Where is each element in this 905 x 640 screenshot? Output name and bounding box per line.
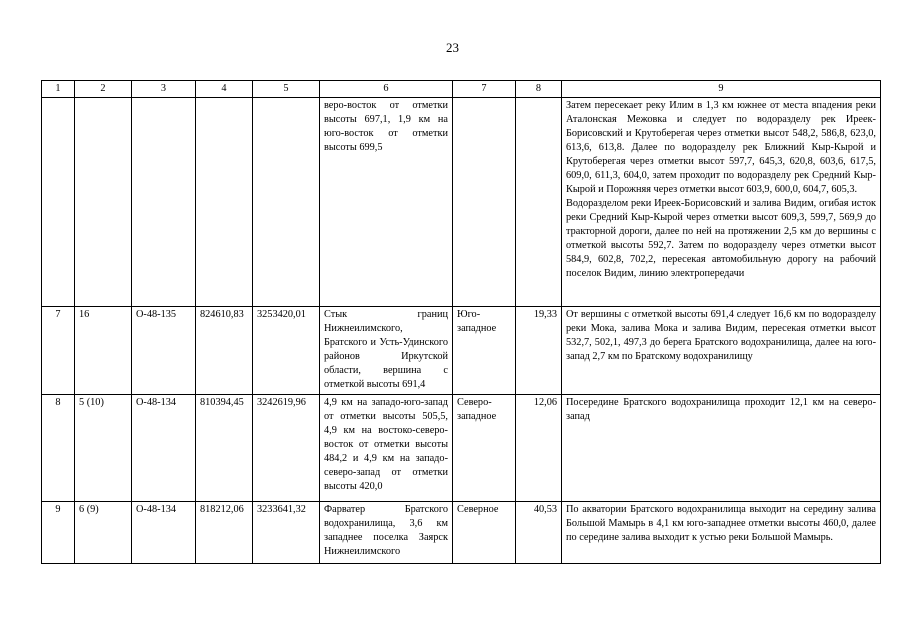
coordinate-y — [253, 98, 320, 307]
page-number: 23 — [446, 40, 459, 55]
column-header: 5 — [253, 81, 320, 98]
point-number: 16 — [75, 307, 132, 395]
boundary-description — [562, 307, 881, 395]
column-header: 3 — [132, 81, 196, 98]
boundary-description-paragraph: От вершины с отметкой высоты 691,4 следует 16,6 км по водоразделу реки Мока, залива Мока и залива Видим, пересекая отметки высот 532,7, 502,1, 497,3 до берега Братского водохранилища, далее на юго-запад 2,7 км по Братскому водохранилищу — [566, 309, 876, 362]
table-row — [42, 502, 881, 564]
point-description: Фарватер Братского водохранилища, 3,6 км западнее поселка Заярск Нижнеилимского — [320, 502, 453, 564]
boundary-description-table — [41, 80, 881, 564]
point-description: Стык границ Нижнеилимского, Братского и Усть-Удинского районов Иркутской области, вершина с отметкой высоты 691,4 — [320, 307, 453, 395]
point-description: веро-восток от отметки высоты 697,1, 1,9 км на юго-восток от отметки высоты 699,5 — [320, 98, 453, 307]
coordinate-x — [196, 98, 253, 307]
column-header: 7 — [453, 81, 516, 98]
coordinate-y: 3233641,32 — [253, 502, 320, 564]
column-header: 4 — [196, 81, 253, 98]
coordinate-y: 3242619,96 — [253, 395, 320, 502]
distance — [516, 98, 562, 307]
boundary-description — [562, 98, 881, 307]
map-sheet: О-48-135 — [132, 307, 196, 395]
map-sheet: О-48-134 — [132, 502, 196, 564]
point-number: 5 (10) — [75, 395, 132, 502]
map-sheet: О-48-134 — [132, 395, 196, 502]
boundary-description-paragraph: Водоразделом реки Иреек-Борисовский и залива Видим, огибая исток реки Средний Кыр-Кырой через отметки высот 609,3, 599,7, 569,9 до тракторной дороги, далее по ней на протяжении 2,5 км до вершины с отметкой высоты 592,7. Затем по водоразделу через отметки высот 584,9, 602,8, 702,2, пересекая автомобильную дорогу на рабочий поселок Видим, линию электропередачи — [566, 198, 876, 279]
row-number — [42, 98, 75, 307]
map-sheet — [132, 98, 196, 307]
row-number: 7 — [42, 307, 75, 395]
boundary-description-paragraph: Посередине Братского водохранилища проходит 12,1 км на северо-запад — [566, 397, 876, 422]
row-number: 9 — [42, 502, 75, 564]
table-row — [42, 395, 881, 502]
boundary-description-paragraph: Затем пересекает реку Илим в 1,3 км южнее от места впадения реки Аталонская Межовка и следует по водоразделу рек Иреек-Борисовский и Крутоберегая через отметки высот 548,2, 586,8, 623,0, 613,6, 613,8. Далее по водоразделу рек Ближний Кыр-Кырой и Крутоберегая через отметки высот 597,7, 645,3, 620,8, 603,6, 617,5, 609,0, 611,3, 604,0, затем проходит по водоразделу рек Средний Кыр-Кырой и Порожняя через отметки высот 603,9, 600,0, 604,7, 605,3. — [566, 100, 876, 195]
direction: Северное — [453, 502, 516, 564]
boundary-description — [562, 502, 881, 564]
distance: 40,53 — [516, 502, 562, 564]
coordinate-x: 818212,06 — [196, 502, 253, 564]
column-header: 8 — [516, 81, 562, 98]
point-number: 6 (9) — [75, 502, 132, 564]
column-header: 2 — [75, 81, 132, 98]
boundary-description-paragraph: По акватории Братского водохранилища выходит на середину залива Большой Мамырь в 4,1 км юго-западнее отметки высоты 460,0, далее по середине залива выходит к устью реки Большой Мамырь. — [566, 504, 876, 543]
boundary-description — [562, 395, 881, 502]
point-number — [75, 98, 132, 307]
column-header: 6 — [320, 81, 453, 98]
distance: 19,33 — [516, 307, 562, 395]
point-description: 4,9 км на западо-юго-запад от отметки высоты 505,5, 4,9 км на востоко-северо-восток от отметки высоты 484,2 и 4,9 км на западо-северо-запад от отметки высоты 420,0 — [320, 395, 453, 502]
column-header: 1 — [42, 81, 75, 98]
coordinate-x: 824610,83 — [196, 307, 253, 395]
coordinate-x: 810394,45 — [196, 395, 253, 502]
direction — [453, 98, 516, 307]
direction: Юго-западное — [453, 307, 516, 395]
table-header-row — [42, 81, 881, 98]
table-row — [42, 98, 881, 307]
direction: Северо-западное — [453, 395, 516, 502]
column-header: 9 — [562, 81, 881, 98]
distance: 12,06 — [516, 395, 562, 502]
row-number: 8 — [42, 395, 75, 502]
table-row — [42, 307, 881, 395]
coordinate-y: 3253420,01 — [253, 307, 320, 395]
